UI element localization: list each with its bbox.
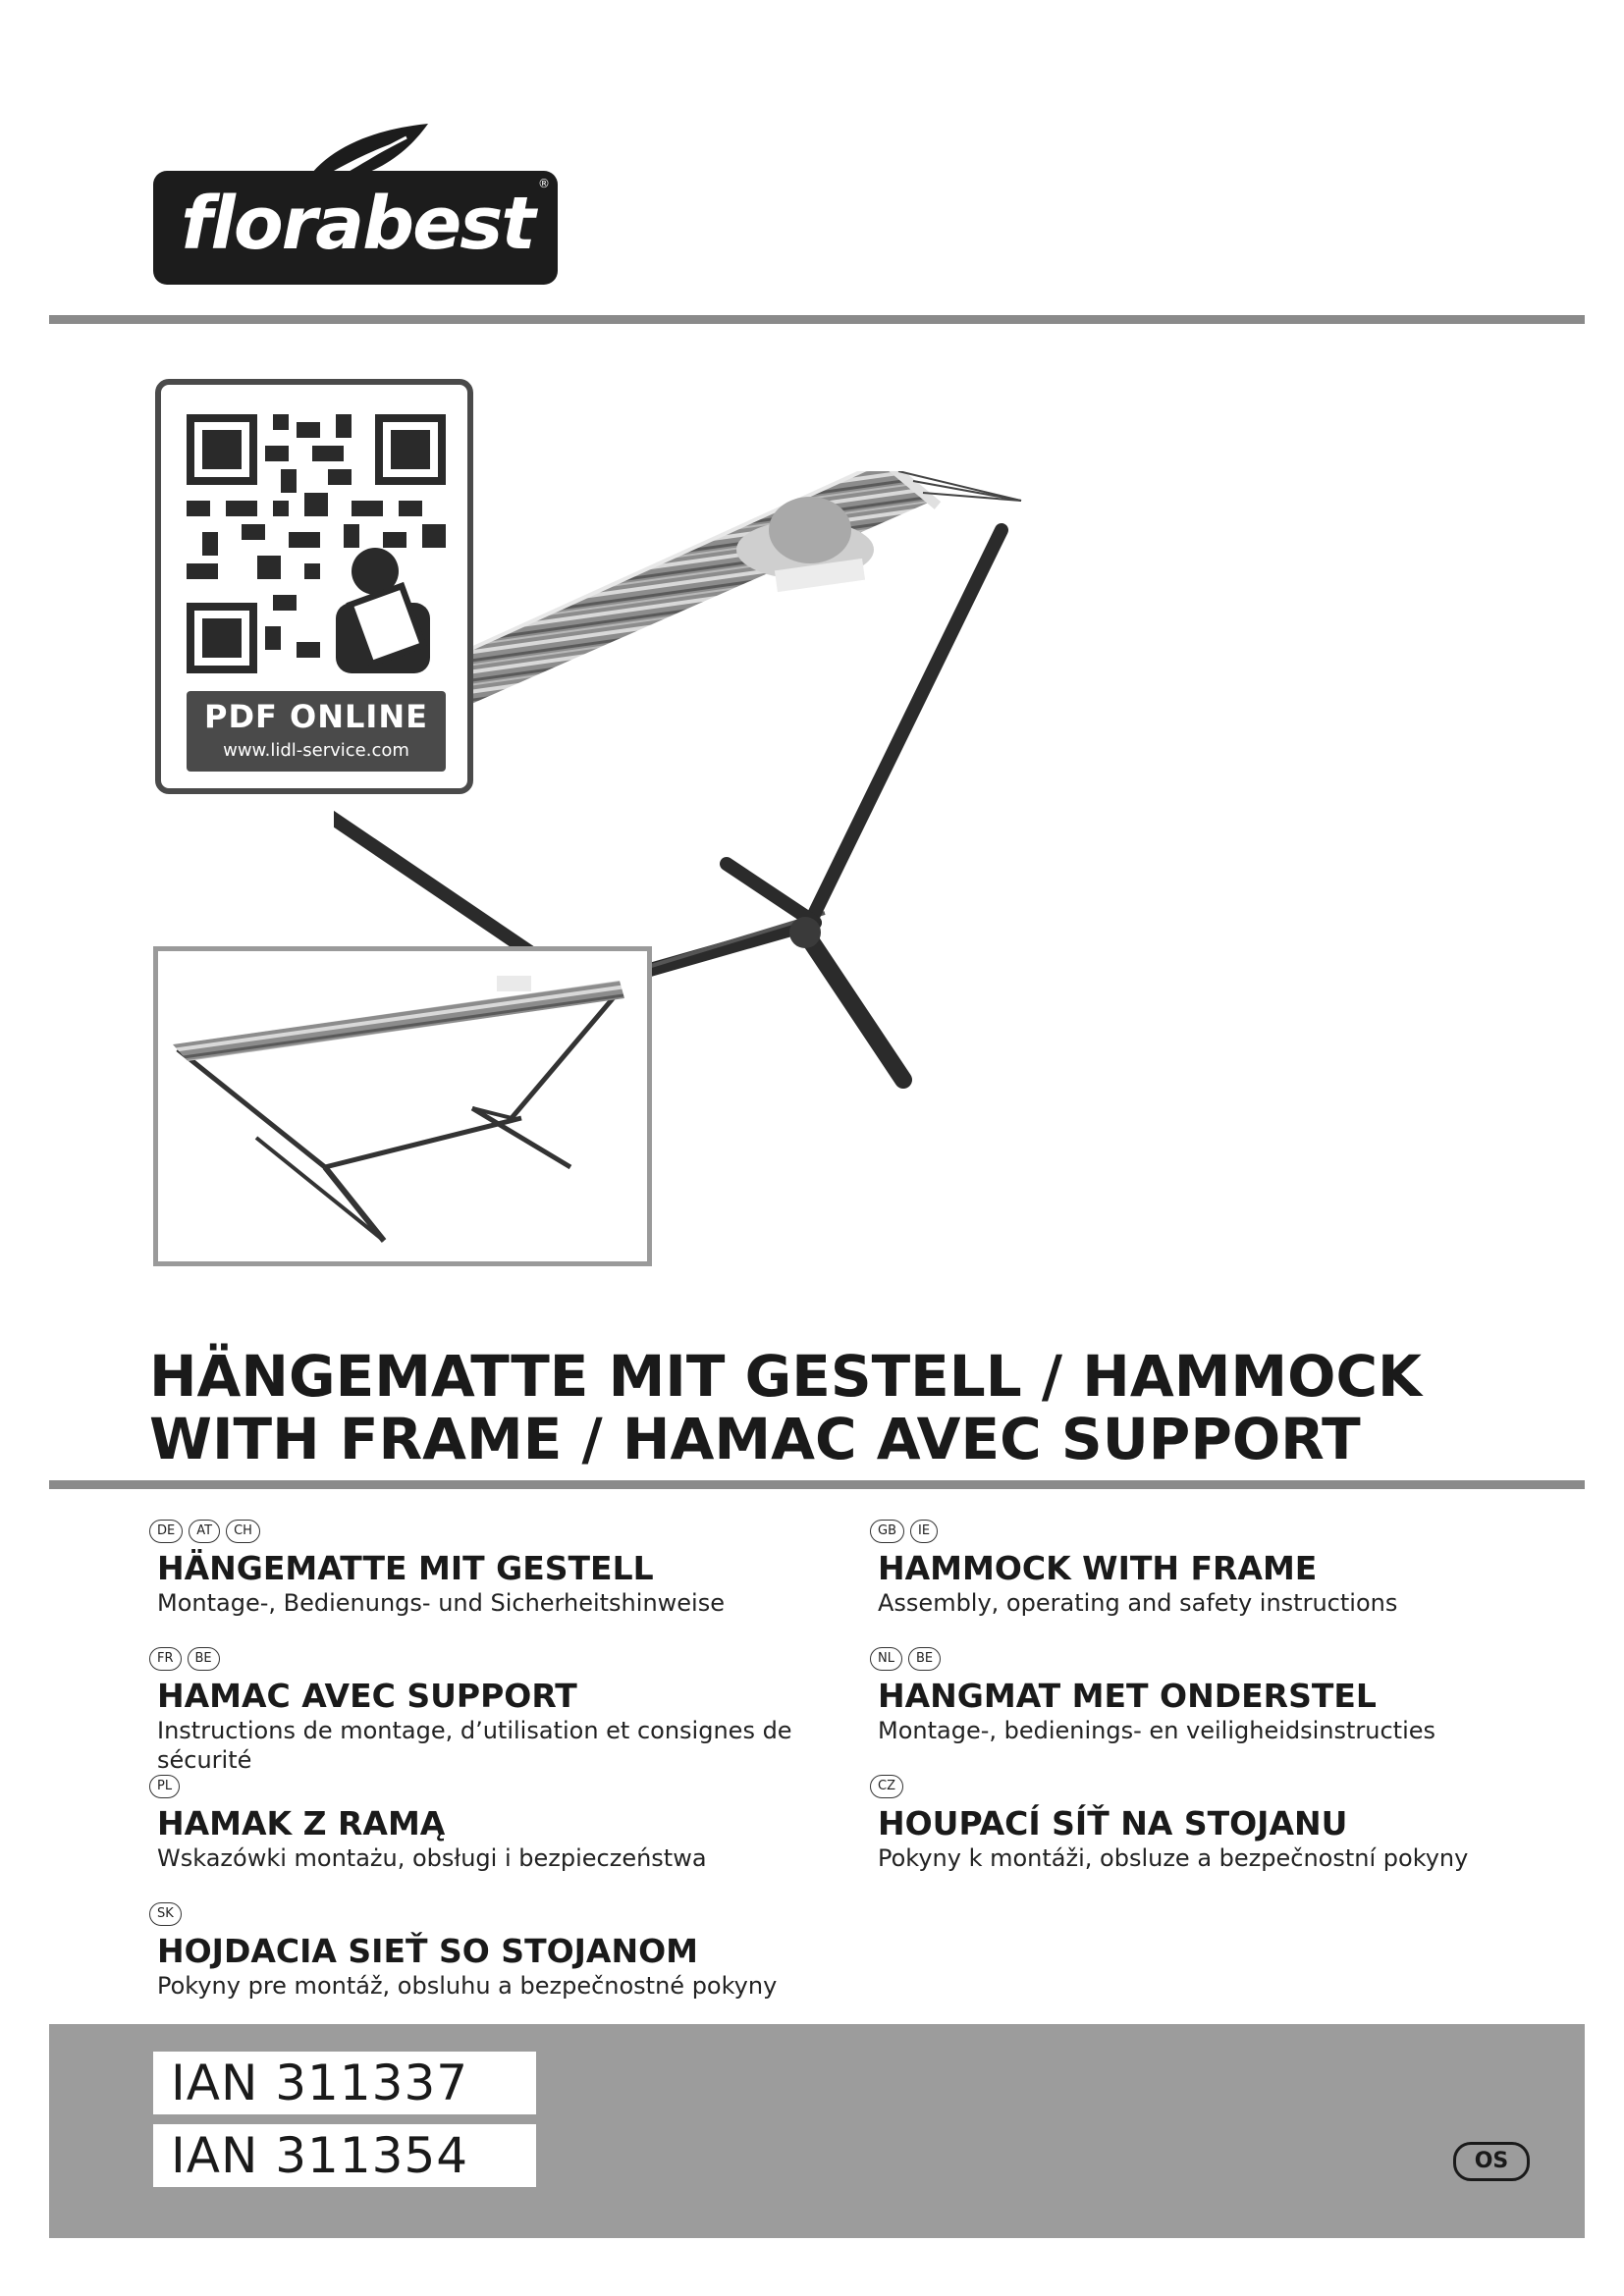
country-badge: SK: [149, 1902, 182, 1926]
lang-subtitle: Instructions de montage, d’utilisation et consignes de sécurité: [157, 1717, 792, 1774]
main-title-line-2: WITH FRAME / HAMAC AVEC SUPPORT: [149, 1406, 1361, 1472]
ian-number-1: IAN 311337: [153, 2052, 536, 2114]
country-badge: BE: [908, 1647, 941, 1671]
country-badge: DE: [149, 1520, 183, 1543]
lang-title: HOJDACIA SIEŤ SO STOJANOM: [157, 1932, 698, 1970]
lang-subtitle: Montage-, Bedienungs- und Sicherheitshinweise: [157, 1589, 725, 1617]
lang-subtitle: Montage-, bedienings- en veiligheidsinstructies: [878, 1717, 1436, 1744]
main-title: [149, 1345, 1553, 1470]
lang-block-sk: [149, 1902, 837, 2001]
logo-wordmark: florabest: [181, 182, 534, 266]
brand-logo: [153, 122, 558, 285]
registered-mark: ®: [538, 177, 550, 190]
lang-title: HOUPACÍ SÍŤ NA STOJANU: [878, 1804, 1348, 1842]
hammock-inset-illustration: [158, 951, 647, 1261]
pdf-online-label: [187, 691, 446, 772]
bottom-band: [49, 2024, 1585, 2238]
country-badge: IE: [910, 1520, 938, 1543]
country-badge: PL: [149, 1775, 180, 1798]
lang-subtitle: Assembly, operating and safety instructions: [878, 1589, 1398, 1617]
divider-middle: [49, 1480, 1585, 1489]
lang-subtitle: Pokyny pre montáž, obsluhu a bezpečnostné pokyny: [157, 1972, 778, 2000]
lang-block-fr: [149, 1647, 837, 1775]
ian-number-2: IAN 311354: [153, 2124, 536, 2187]
country-badges: [149, 1775, 837, 1802]
country-badge: CH: [226, 1520, 260, 1543]
country-badges: [149, 1520, 837, 1547]
country-badges: [149, 1902, 837, 1930]
pdf-online-text: PDF ONLINE: [204, 698, 428, 735]
lang-block-nl: [870, 1647, 1557, 1745]
lang-block-gb: [870, 1520, 1557, 1618]
lang-subtitle: Wskazówki montażu, obsługi i bezpieczeństwa: [157, 1844, 707, 1872]
region-badge: OS: [1453, 2142, 1530, 2181]
country-badge: FR: [149, 1647, 182, 1671]
country-badge: GB: [870, 1520, 904, 1543]
country-badges: [870, 1520, 1557, 1547]
lang-block-cz: [870, 1775, 1557, 1873]
lang-block-de: [149, 1520, 837, 1618]
lang-block-pl: [149, 1775, 837, 1873]
lang-title: HAMAK Z RAMĄ: [157, 1804, 446, 1842]
country-badge: CZ: [870, 1775, 903, 1798]
country-badges: [870, 1647, 1557, 1675]
country-badge: BE: [188, 1647, 220, 1671]
country-badge: NL: [870, 1647, 902, 1671]
divider-top: [49, 315, 1585, 324]
qr-code-panel: [155, 379, 473, 794]
main-title-line-1: HÄNGEMATTE MIT GESTELL / HAMMOCK: [149, 1343, 1422, 1410]
country-badges: [149, 1647, 837, 1675]
country-badges: [870, 1775, 1557, 1802]
country-badge: AT: [189, 1520, 220, 1543]
lang-title: HAMMOCK WITH FRAME: [878, 1549, 1318, 1587]
hammock-inset-image: [153, 946, 652, 1266]
lang-subtitle: Pokyny k montáži, obsluze a bezpečnostní pokyny: [878, 1844, 1469, 1872]
qr-code-icon: [187, 414, 446, 673]
lang-title: HAMAC AVEC SUPPORT: [157, 1677, 577, 1715]
lang-title: HÄNGEMATTE MIT GESTELL: [157, 1549, 654, 1587]
lang-title: HANGMAT MET ONDERSTEL: [878, 1677, 1377, 1715]
lidl-service-url: www.lidl-service.com: [223, 740, 409, 761]
